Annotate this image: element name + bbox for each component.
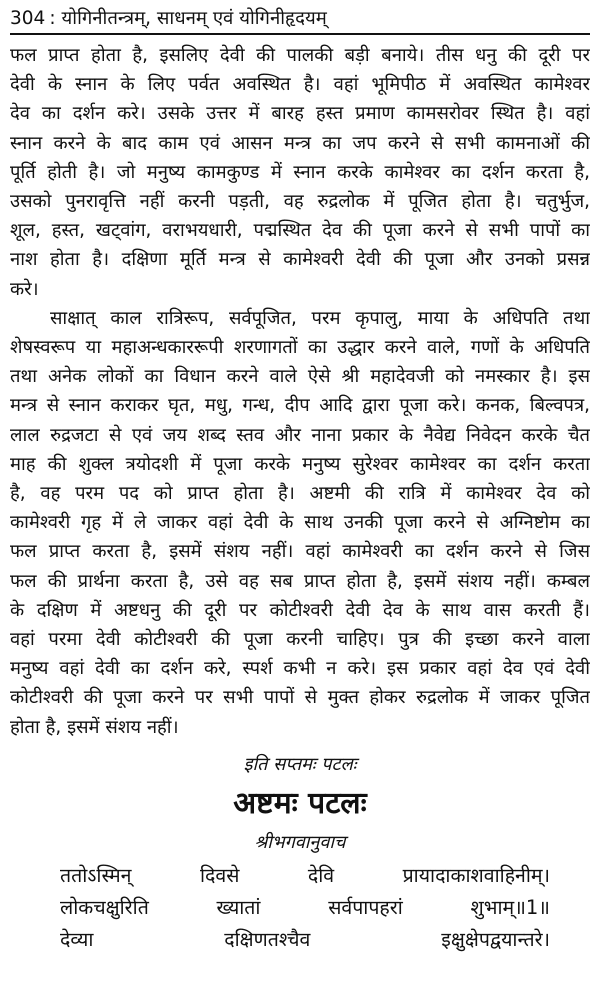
verse-word: देवि (307, 863, 335, 887)
page-number: 304 (10, 8, 46, 29)
chapter-title: अष्टमः पटलः (233, 785, 367, 821)
text-line: पूर्ति होती है। जो मनुष्य कामकुण्ड में स्नान करके कामेश्वर का दर्शन करता है, (10, 161, 590, 183)
text-line: शेषस्वरूप या महाअन्धकाररूपी शरणागतों का उद्धार करने वाले, गणों के अधिपति (10, 337, 590, 359)
verse-line (60, 860, 550, 892)
chapter-closing-line: इति सप्तमः पटलः (243, 753, 357, 775)
text-line: होता है, इसमें संशय नहीं। (10, 716, 179, 738)
verse-word: दिवसे (199, 863, 240, 887)
text-line: शूल, हस्त, खट्वांग, वराभयधारी, पद्मस्थित देव की पूजा करने से सभी पापों का (10, 220, 590, 242)
paragraph-1 (10, 41, 590, 304)
speaker-heading: श्रीभगवानुवाच (254, 831, 346, 853)
text-line: के दक्षिण में अष्टधनु की दूरी पर कोटीश्वरी देवी देव के साथ वास करती हैं। (10, 599, 590, 621)
verse-word: देव्या (60, 927, 94, 951)
text-line: मन्त्र से स्नान कराकर घृत, मधु, गन्ध, दीप आदि द्वारा पूजा करे। कनक, बिल्वपत्र, (10, 395, 590, 417)
text-line: वहां परमा देवी कोटीश्वरी की पूजा करनी चाहिए। पुत्र की इच्छा करने वाला (10, 629, 590, 651)
text-line: करे। (10, 278, 39, 300)
paragraph-2 (10, 304, 590, 742)
text-line: कोटीश्वरी की पूजा करने पर सभी पापों से मुक्त होकर रुद्रलोक में जाकर पूजित (10, 687, 590, 709)
text-line: देव का दर्शन करे। उसके उत्तर में बारह हस्त प्रमाण कामसरोवर स्थित है। वहां (10, 103, 590, 125)
verse-block (10, 860, 590, 956)
verse-word: ततोऽस्मिन् (60, 863, 132, 887)
verse-word: इक्षुक्षेपद्वयान्तरे। (441, 927, 550, 951)
text-line: तथा अनेक लोकों का विधान करने वाले ऐसे श्री महादेवजी को नमस्कार है। इस (10, 366, 590, 388)
text-line: है, वह परम पद को प्राप्त होता है। अष्टमी की रात्रि में कामेश्वर देव को (10, 483, 590, 505)
text-line: कामेश्वरी गृह में ले जाकर वहां देवी के साथ उनकी पूजा करने से अग्निष्टोम का (10, 512, 590, 534)
text-line: लाल रुद्रजटा से एवं जय शब्द स्तव और नाना प्रकार के नैवेद्य निवेदन करके चैत (10, 424, 590, 446)
book-title: योगिनीतन्त्रम्, साधनम् एवं योगिनीहृदयम् (61, 8, 327, 29)
verse-word: लोकचक्षुरिति (60, 895, 149, 919)
verse-word: शुभाम्॥1॥ (470, 895, 550, 919)
text-line: फल प्राप्त करता है, इसमें संशय नहीं। वहां कामेश्वरी का दर्शन करने से जिस (10, 541, 590, 563)
running-header (10, 8, 590, 35)
text-line: नाश होता है। दक्षिणा मूर्ति मन्त्र से कामेश्वरी देवी की पूजा और उनको प्रसन्न (10, 249, 590, 271)
text-line: स्नान करने के बाद काम एवं आसन मन्त्र का जप करने से सभी कामनाओं की (10, 132, 590, 154)
verse-line (60, 924, 550, 956)
verse-word: दक्षिणतश्चैव (224, 927, 311, 951)
text-line: माह की शुक्ल त्रयोदशी में पूजा करके मनुष्य सुरेश्वर कामेश्वर का दर्शन करता (10, 453, 590, 475)
text-line: मनुष्य वहां देवी का दर्शन करे, स्पर्श कभी न करे। इस प्रकार वहां देव एवं देवी (10, 658, 590, 680)
text-line: फल प्राप्त होता है, इसलिए देवी की पालकी बड़ी बनाये। तीस धनु की दूरी पर (10, 45, 590, 66)
text-line: देवी के स्नान के लिए पर्वत अवस्थित है। वहां भूमिपीठ में अवस्थित कामेश्वर (10, 74, 590, 96)
header-separator: : (49, 8, 56, 29)
text-line: उसको पुनरावृत्ति नहीं करनी पड़ती, वह रुद्रलोक में पूजित होता है। चतुर्भुज, (10, 191, 590, 213)
verse-word: सर्वपापहरां (328, 895, 403, 919)
verse-word: प्रायादाकाशवाहिनीम्। (402, 863, 550, 887)
verse-word: ख्यातां (216, 895, 261, 919)
text-line: साक्षात् काल रात्रिरूप, सर्वपूजित, परम कृपालु, माया के अधिपति तथा (50, 307, 590, 329)
text-line: फल की प्रार्थना करता है, उसे वह सब प्राप्त होता है, इसमें संशय नहीं। कम्बल (10, 570, 590, 592)
verse-line (60, 892, 550, 924)
